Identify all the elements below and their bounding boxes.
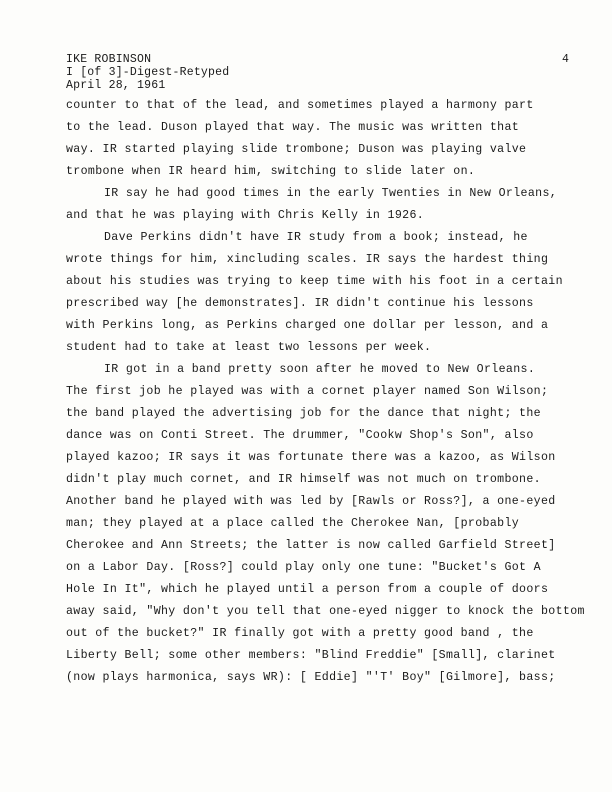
- transcript-body: [66, 95, 585, 689]
- interview-date: April 28, 1961: [66, 79, 166, 92]
- transcript-line: IR say he had good times in the early Twenties in New Orleans,: [104, 187, 558, 200]
- transcript-line: trombone when IR heard him, switching to slide later on.: [66, 165, 476, 178]
- transcript-line: man; they played at a place called the Cherokee Nan, [probably: [66, 517, 520, 530]
- transcript-line: (now plays harmonica, says WR): [ Eddie] "'T' Boy" [Gilmore], bass;: [66, 671, 556, 684]
- transcript-line: way. IR started playing slide trombone; Duson was playing valve: [66, 143, 527, 156]
- transcript-line: prescribed way [he demonstrates]. IR didn't continue his lessons: [66, 297, 534, 310]
- transcript-line: Another band he played with was led by [Rawls or Ross?], a one-eyed: [66, 495, 556, 508]
- transcript-line: and that he was playing with Chris Kelly in 1926.: [66, 209, 425, 222]
- interviewee-name: IKE ROBINSON: [66, 53, 152, 66]
- transcript-line: about his studies was trying to keep time with his foot in a certain: [66, 275, 563, 288]
- transcript-line: wrote things for him, xincluding scales. IR says the hardest thing: [66, 253, 549, 266]
- transcript-line: with Perkins long, as Perkins charged one dollar per lesson, and a: [66, 319, 549, 332]
- transcript-line: didn't play much cornet, and IR himself was not much on trombone.: [66, 473, 541, 486]
- transcript-line: out of the bucket?" IR finally got with a pretty good band , the: [66, 627, 534, 640]
- transcript-line: Hole In It", which he played until a person from a couple of doors: [66, 583, 549, 596]
- transcript-line: student had to take at least two lessons per week.: [66, 341, 432, 354]
- transcript-line: Dave Perkins didn't have IR study from a book; instead, he: [104, 231, 528, 244]
- transcript-line: counter to that of the lead, and sometimes played a harmony part: [66, 99, 534, 112]
- transcript-line: away said, "Why don't you tell that one-eyed nigger to knock the bottom: [66, 605, 585, 618]
- transcript-line: on a Labor Day. [Ross?] could play only one tune: "Bucket's Got A: [66, 561, 541, 574]
- reel-label: I [of 3]-Digest-Retyped: [66, 66, 230, 79]
- transcript-line: Cherokee and Ann Streets; the latter is now called Garfield Street]: [66, 539, 556, 552]
- transcript-line: to the lead. Duson played that way. The music was written that: [66, 121, 520, 134]
- transcript-line: The first job he played was with a cornet player named Son Wilson;: [66, 385, 549, 398]
- transcript-line: dance was on Conti Street. The drummer, "Cookw Shop's Son", also: [66, 429, 534, 442]
- transcript-line: played kazoo; IR says it was fortunate there was a kazoo, as Wilson: [66, 451, 556, 464]
- transcript-line: the band played the advertising job for the dance that night; the: [66, 407, 541, 420]
- transcript-line: IR got in a band pretty soon after he moved to New Orleans.: [104, 363, 536, 376]
- transcript-line: Liberty Bell; some other members: "Blind Freddie" [Small], clarinet: [66, 649, 556, 662]
- document-header: [66, 53, 229, 92]
- page-number: 4: [562, 53, 569, 66]
